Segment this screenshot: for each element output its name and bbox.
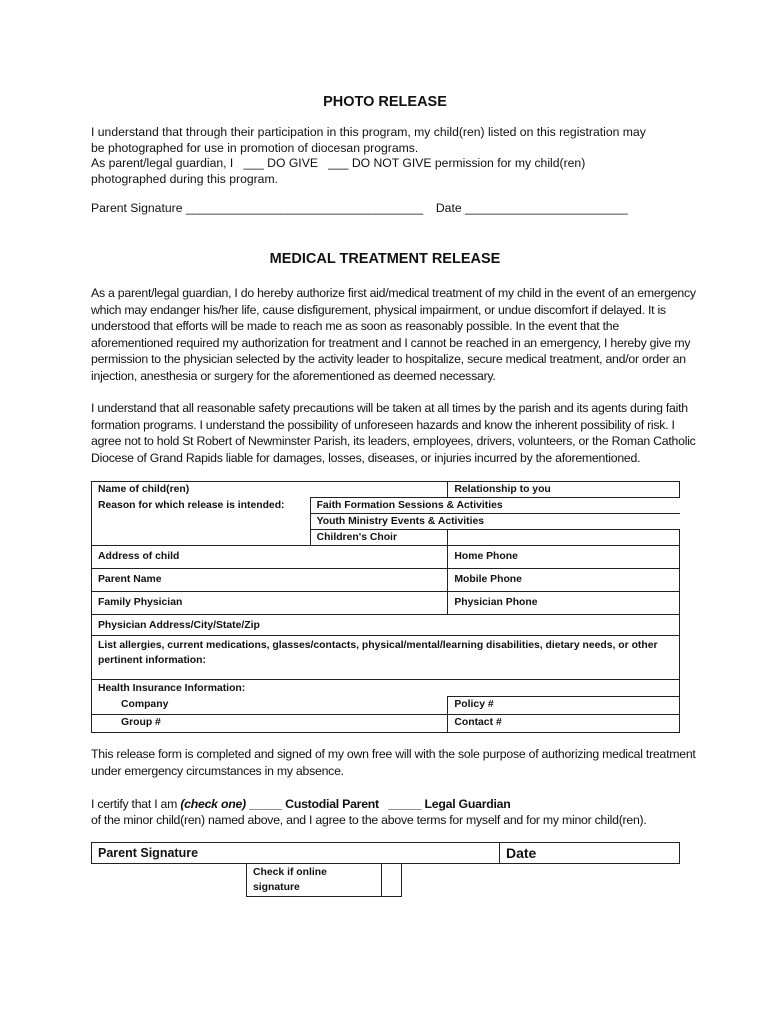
reason-option[interactable]: Children's Choir	[310, 530, 448, 546]
parent-signature-field[interactable]: Parent Signature	[92, 843, 500, 864]
online-signature-box	[246, 863, 402, 897]
medical-line: aforementioned required my authorization for treatment and I cannot be reached in an emergency, I hereby give my	[91, 335, 691, 350]
parent-name-field[interactable]: Parent Name	[92, 569, 448, 592]
table-row	[92, 569, 680, 592]
medical-paragraph-1	[91, 285, 696, 384]
contact-number-field[interactable]: Contact #	[448, 715, 680, 733]
certify-line	[91, 796, 511, 813]
photo-line: photographed during this program.	[91, 171, 278, 186]
photo-line: As parent/legal guardian, I ___ DO GIVE ___ DO NOT GIVE permission for my child(ren)	[91, 156, 586, 170]
medical-line: injection, anesthesia or surgery for the aforementioned as deemed necessary.	[91, 368, 496, 383]
reason-option[interactable]: Faith Formation Sessions & Activities	[310, 498, 679, 514]
table-row	[92, 482, 680, 498]
signature-date-field[interactable]: Date	[500, 843, 680, 864]
allergies-label: pertinent information:	[98, 655, 206, 666]
table-row	[92, 592, 680, 615]
table-row	[92, 843, 680, 864]
closing-paragraph	[91, 746, 696, 779]
signature-table	[91, 842, 680, 864]
policy-number-field[interactable]: Policy #	[448, 697, 680, 715]
medical-line: Diocese of Grand Rapids liable for damages, losses, diseases, or injuries incurred by the aforementioned.	[91, 450, 641, 465]
physician-address-field[interactable]: Physician Address/City/State/Zip	[92, 615, 680, 636]
closing-line: under emergency circumstances in my absence.	[91, 763, 344, 778]
photo-date-label: Date	[435, 201, 462, 215]
medical-line: agree not to hold St Robert of Newminster Parish, its leaders, employees, drivers, volunteers, or the Roman Catholic	[91, 434, 696, 448]
family-physician-field[interactable]: Family Physician	[92, 592, 448, 615]
photo-date-line[interactable]: ________________________	[465, 201, 628, 215]
check-online-text: Check if online	[253, 867, 327, 878]
photo-signature-row	[91, 201, 628, 217]
child-address-field[interactable]: Address of child	[92, 546, 448, 569]
check-online-label	[247, 864, 382, 897]
medical-line: I understand that all reasonable safety precautions will be taken at all times by the parish and its agents during faith	[91, 401, 688, 415]
photo-line: be photographed for use in promotion of diocesan programs.	[91, 140, 419, 155]
relationship-field[interactable]: Relationship to you	[448, 482, 680, 498]
table-row	[92, 697, 680, 715]
certify-line-2: of the minor child(ren) named above, and I agree to the above terms for myself and for my minor child(ren).	[91, 813, 647, 827]
photo-release-title: PHOTO RELEASE	[323, 94, 447, 110]
group-number-field[interactable]: Group #	[92, 715, 448, 733]
photo-release-text	[91, 125, 646, 187]
insurance-label: Health Insurance Information:	[92, 680, 680, 697]
guardian-type-options[interactable]: _____ Custodial Parent _____ Legal Guardian	[245, 797, 511, 811]
reason-option[interactable]: Youth Ministry Events & Activities	[310, 514, 679, 530]
photo-line: I understand that through their participation in this program, my child(ren) listed on this registration may	[91, 125, 646, 139]
mobile-phone-field[interactable]: Mobile Phone	[448, 569, 680, 592]
table-row	[92, 498, 680, 514]
table-row	[92, 636, 680, 680]
allergies-field[interactable]	[92, 636, 680, 680]
medical-line: formation programs. I understand the possibility of unforeseen hazards and know the inherent possibility of risk. I	[91, 417, 675, 432]
certify-prefix: I certify that I am	[91, 797, 181, 811]
insurance-company-field[interactable]: Company	[92, 697, 448, 715]
home-phone-field[interactable]: Home Phone	[448, 546, 680, 569]
table-row	[92, 715, 680, 733]
photo-signature-label: Parent Signature	[91, 201, 183, 215]
medical-line: understood that efforts will be made to reach me as soon as reasonably possible. In the event that the	[91, 319, 619, 333]
table-row	[92, 615, 680, 636]
photo-signature-line[interactable]: ___________________________________	[185, 201, 424, 215]
physician-phone-field[interactable]: Physician Phone	[448, 592, 680, 615]
check-one-label: (check one)	[180, 797, 246, 811]
table-row	[247, 864, 402, 897]
reason-label: Reason for which release is intended:	[92, 498, 311, 546]
child-name-field[interactable]: Name of child(ren)	[92, 482, 448, 498]
registration-form-table	[91, 481, 680, 733]
medical-release-title: MEDICAL TREATMENT RELEASE	[269, 251, 501, 267]
medical-line: permission to the physician selected by the activity leader to hospitalize, secure medical treatment, and/or order an	[91, 352, 686, 366]
medical-line: which may endanger his/her life, cause disfigurement, physical impairment, or undue discomfort if delayed. It is	[91, 302, 666, 317]
medical-paragraph-2	[91, 400, 696, 466]
online-signature-checkbox[interactable]	[382, 864, 402, 897]
closing-line: This release form is completed and signed of my own free will with the sole purpose of authorizing medical treatment	[91, 747, 696, 761]
table-row	[92, 680, 680, 697]
medical-line: As a parent/legal guardian, I do hereby authorize first aid/medical treatment of my child in the event of an emergency	[91, 286, 696, 300]
allergies-label: List allergies, current medications, glasses/contacts, physical/mental/learning disabilities, dietary needs, or other	[98, 640, 658, 651]
table-row	[92, 546, 680, 569]
check-online-text: signature	[253, 882, 300, 893]
